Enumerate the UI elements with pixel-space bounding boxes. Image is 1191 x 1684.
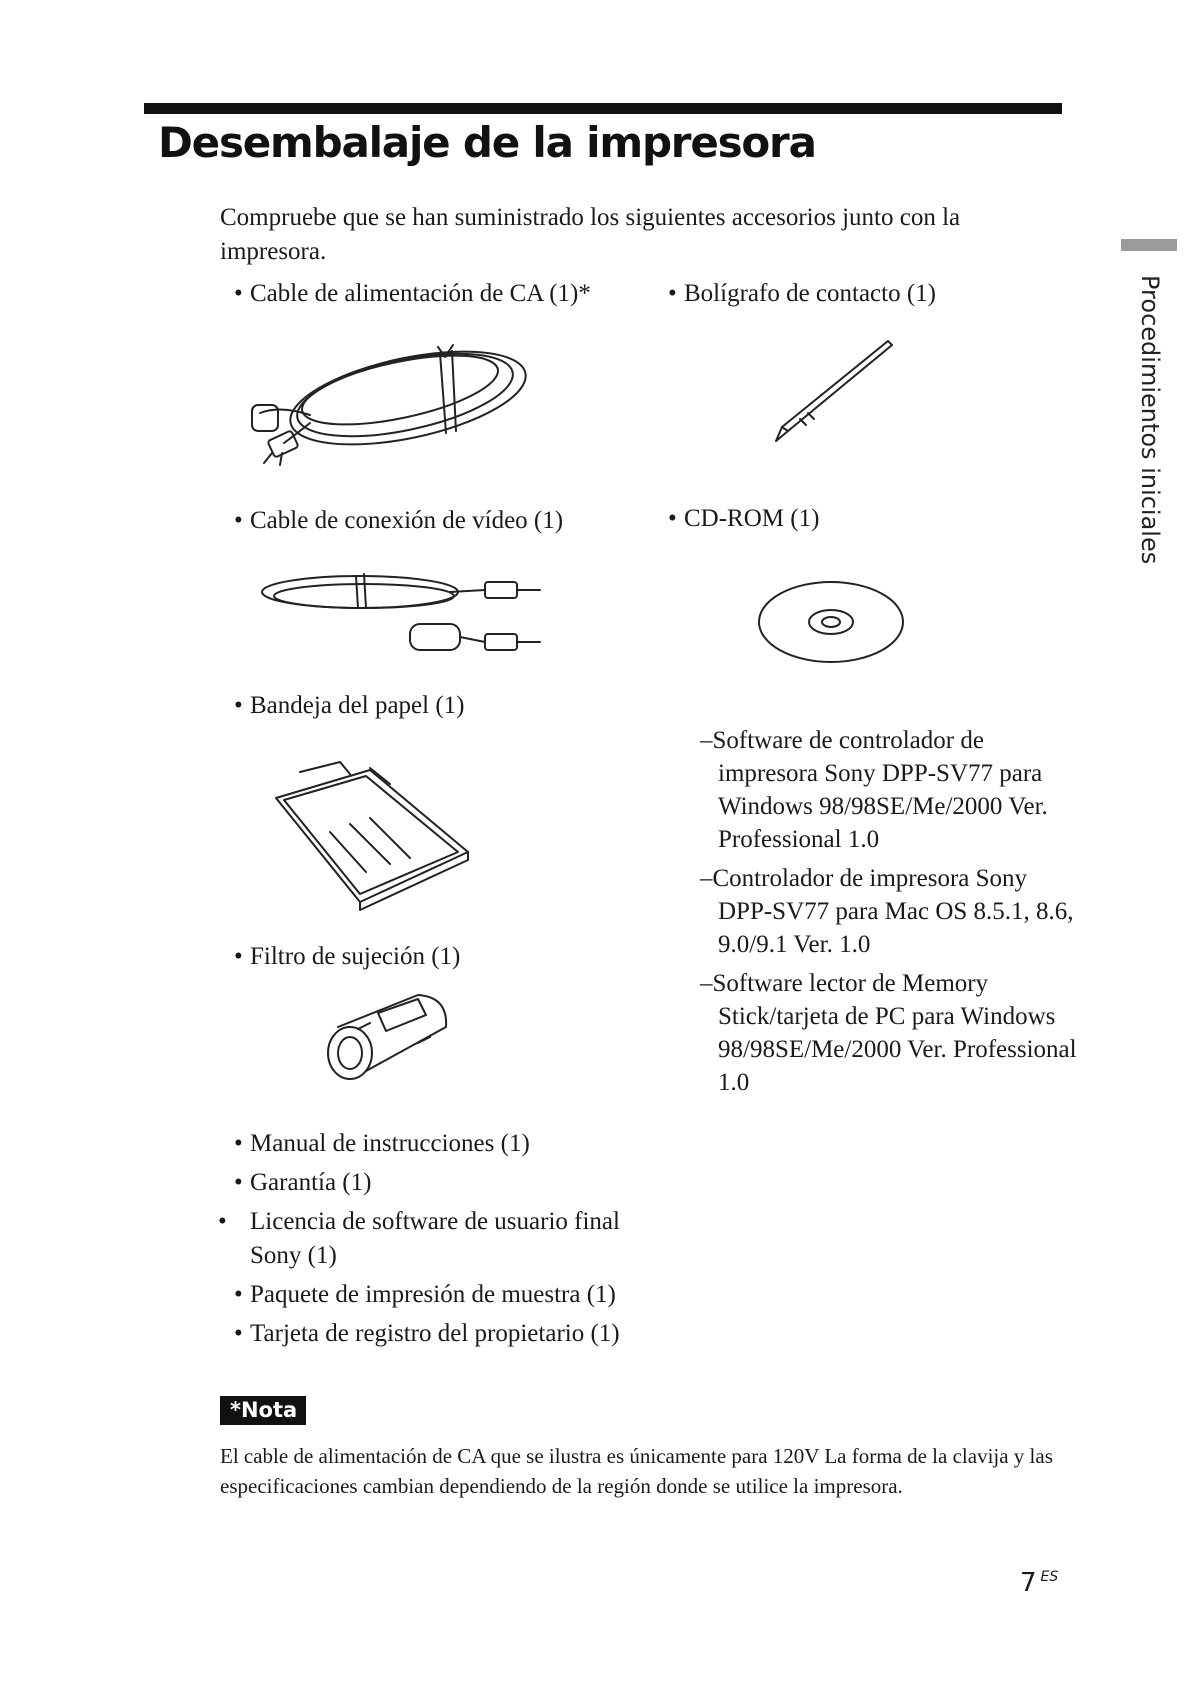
intro-paragraph: Compruebe que se han suministrado los siguientes accesorios junto con la impresora. — [220, 204, 961, 265]
bullet: • — [234, 1281, 243, 1308]
other-items-list — [218, 1127, 670, 1356]
cd-contents-list — [700, 724, 1078, 1105]
stylus-illustration — [760, 335, 900, 445]
bullet: • — [234, 1169, 243, 1196]
ferrite-filter-illustration — [318, 987, 453, 1087]
item-paper-tray — [234, 689, 465, 723]
bullet: • — [234, 507, 243, 534]
video-cable-illustration — [260, 562, 550, 672]
paper-tray-illustration — [270, 760, 475, 910]
page-number — [1020, 1568, 1058, 1598]
list-item-label: Manual de instrucciones (1) — [250, 1130, 530, 1157]
bullet: • — [234, 943, 243, 970]
bullet: • — [234, 1130, 243, 1157]
list-item-label: Garantía (1) — [250, 1169, 372, 1196]
item-ferrite-filter — [234, 940, 460, 974]
bullet: • — [234, 1320, 243, 1347]
item-stylus — [668, 277, 936, 311]
item-paper-tray-label: Bandeja del papel (1) — [250, 692, 465, 719]
note-text: El cable de alimentación de CA que se ilustra es únicamente para 120V La forma de la clavija y las especificaciones cambian dependiendo de la región donde se utilice la impresora. — [220, 1444, 1053, 1498]
item-cdrom-label: CD-ROM (1) — [684, 505, 820, 532]
item-stylus-label: Bolígrafo de contacto (1) — [684, 280, 936, 307]
list-item-label: Licencia de software de usuario final Sony (1) — [250, 1208, 620, 1269]
list-item — [218, 1205, 670, 1273]
item-ferrite-filter-label: Filtro de sujeción (1) — [250, 943, 461, 970]
side-tab-label: Procedimientos iniciales — [1136, 275, 1164, 565]
list-item — [234, 1278, 670, 1312]
item-cdrom — [668, 502, 819, 536]
page-title: Desembalaje de la impresora — [158, 118, 816, 167]
list-item-label: Paquete de impresión de muestra (1) — [250, 1281, 616, 1308]
header-rule — [144, 103, 1062, 114]
bullet: • — [234, 280, 243, 307]
cd-content-item: –Controlador de impresora Sony DPP-SV77 para Mac OS 8.5.1, 8.6, 9.0/9.1 Ver. 1.0 — [700, 865, 1074, 958]
bullet: • — [668, 280, 677, 307]
cd-content-item: –Software lector de Memory Stick/tarjeta de PC para Windows 98/98SE/Me/2000 Ver. Professional 1.0 — [700, 970, 1077, 1096]
cdrom-illustration — [756, 578, 906, 668]
page-number-value: 7 — [1020, 1568, 1037, 1598]
bullet: • — [668, 505, 677, 532]
ac-power-cable-illustration — [250, 335, 560, 465]
item-ac-cable-label: Cable de alimentación de CA (1)* — [250, 280, 591, 307]
item-video-cable-label: Cable de conexión de vídeo (1) — [250, 507, 564, 534]
bullet: • — [218, 1208, 227, 1235]
bullet: • — [234, 692, 243, 719]
item-ac-cable — [234, 277, 591, 311]
list-item — [234, 1127, 670, 1161]
item-video-cable — [234, 504, 563, 538]
side-tab-marker — [1121, 239, 1177, 251]
cd-content-item: –Software de controlador de impresora Sony DPP-SV77 para Windows 98/98SE/Me/2000 Ver. Professional 1.0 — [700, 727, 1048, 853]
note-badge: *Nota — [220, 1396, 306, 1425]
list-item — [234, 1166, 670, 1200]
page-language: ES — [1040, 1569, 1059, 1586]
list-item-label: Tarjeta de registro del propietario (1) — [250, 1320, 620, 1347]
list-item — [234, 1317, 670, 1351]
